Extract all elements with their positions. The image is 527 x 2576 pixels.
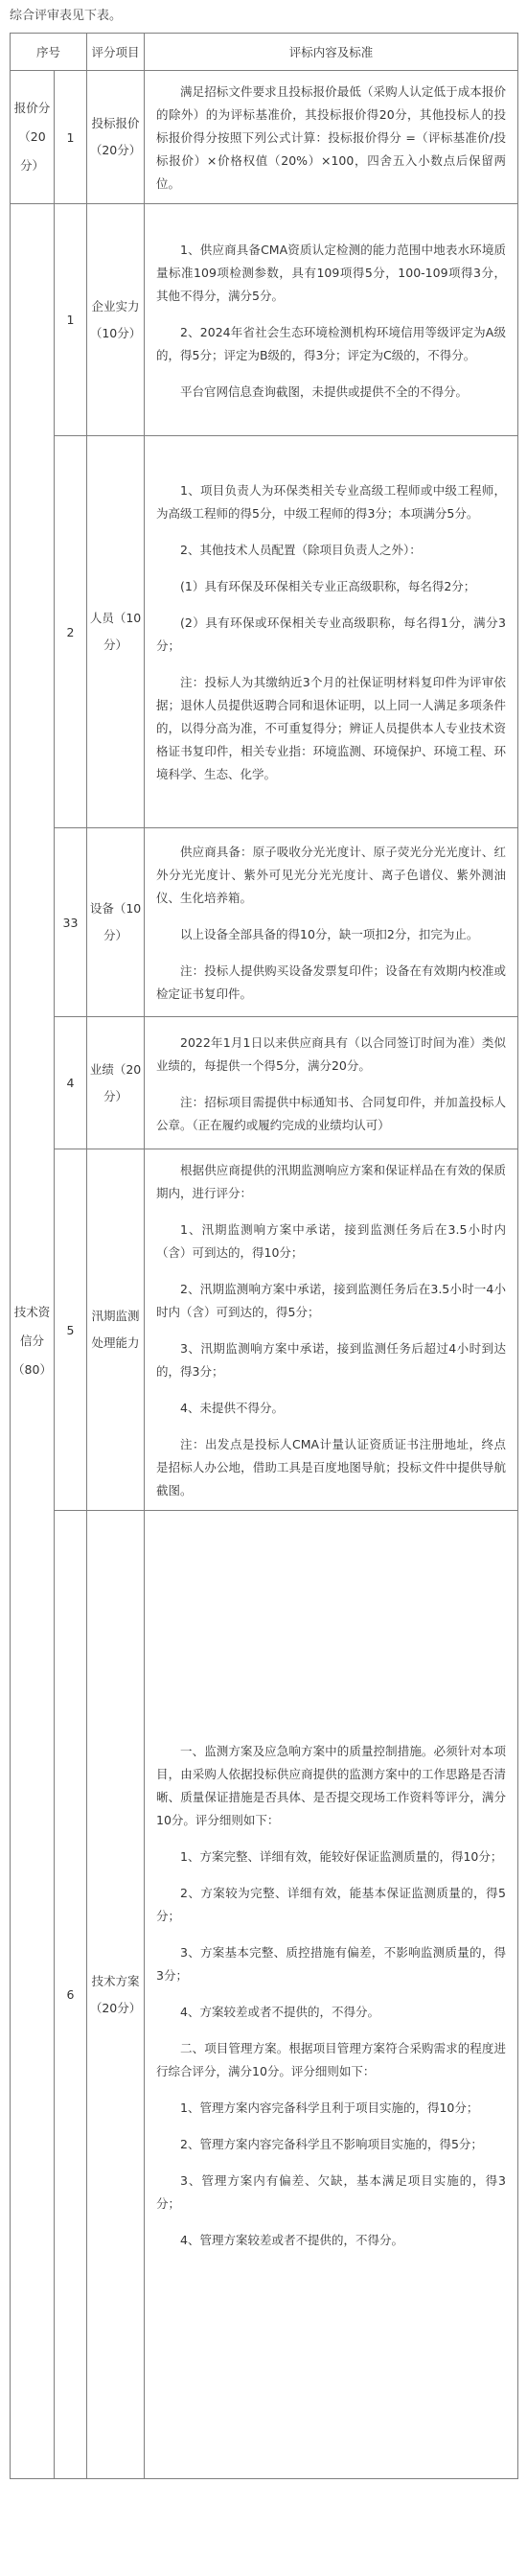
criteria-paragraph: 3、方案基本完整、质控措施有偏差，不影响监测质量的，得3分； <box>156 1944 507 1983</box>
row-number: 5 <box>55 1149 87 1511</box>
criteria-paragraph: 1、汛期监测响方案中承诺，接到监测任务后在3.5小时内（含）可到达的，得10分； <box>156 1222 507 1260</box>
criteria-paragraph: 根据供应商提供的汛期监测响应方案和保证样品在有效的保质期内，进行评分： <box>156 1163 507 1200</box>
criteria-paragraph: 2、汛期监测响方案中承诺，接到监测任务后在3.5小时一4小时内（含）可到达的，得5分； <box>156 1282 507 1319</box>
table-row <box>11 204 518 436</box>
item-name: 企业实力（10分） <box>87 204 145 436</box>
criteria <box>145 1511 518 2479</box>
criteria <box>145 71 518 204</box>
criteria-paragraph: 2、其他技术人员配置（除项目负责人之外）： <box>180 543 422 557</box>
row-number: 1 <box>55 204 87 436</box>
table-row <box>11 71 518 204</box>
row-number: 6 <box>55 1511 87 2479</box>
item-name: 人员（10分） <box>87 436 145 828</box>
criteria-paragraph: 注：招标项目需提供中标通知书、合同复印件，并加盖投标人公章。（正在履约或履约完成的业绩均认可） <box>156 1094 507 1132</box>
criteria <box>145 436 518 828</box>
item-name: 汛期监测处理能力 <box>87 1149 145 1511</box>
table-row <box>11 828 518 1017</box>
intro-text: 综合评审表见下表。 <box>10 9 123 23</box>
row-number: 2 <box>55 436 87 828</box>
criteria-paragraph: 满足招标文件要求且投标报价最低（采购人认定低于成本报价的除外）的为评标基准价，其投标报价得20分，其他投标人的投标报价得分按照下列公式计算：投标报价得分 =（评标基准价/投标报价）×价格权值（20%）×100，四舍五入小数点后保留两位。 <box>156 84 507 191</box>
table-row <box>11 436 518 828</box>
criteria <box>145 204 518 436</box>
criteria-paragraph: 二、项目管理方案。根据项目管理方案符合采购需求的程度进行综合评分，满分10分。评分细则如下： <box>156 2040 507 2078</box>
criteria-paragraph: (2）具有环保或环保相关专业高级职称，每名得1分，满分3分； <box>156 615 507 653</box>
criteria-paragraph: 4、管理方案较差或者不提供的，不得分。 <box>180 2232 403 2247</box>
criteria-paragraph: 2、管理方案内容完备科学且不影响项目实施的，得5分； <box>180 2136 483 2151</box>
header-standard: 评标内容及标准 <box>145 34 518 71</box>
criteria-paragraph: 注：投标人为其缴纳近3个月的社保证明材料复印件为评审依据；退休人员提供返聘合同和退休证明，以上同一人满足多项条件的，以得分高为准，不可重复得分；辨证人员提供本人专业技术资格证书复印件，相关专业指：环境监测、环境保护、环境工程、环境科学、生态、化学。 <box>156 675 507 781</box>
criteria-paragraph: 2、2024年省社会生态环境检测机构环境信用等级评定为A级的，得5分；评定为B级的，得3分；评定为C级的，不得分。 <box>156 324 507 362</box>
criteria-paragraph: 注：投标人提供购买设备发票复印件；设备在有效期内校准或检定证书复印件。 <box>156 963 507 1001</box>
header-row <box>11 34 518 71</box>
category-price: 报价分（20分） <box>11 71 55 204</box>
row-number: 1 <box>55 71 87 204</box>
criteria-paragraph: 平台官网信息查询截图，未提供或提供不全的不得分。 <box>180 383 469 399</box>
criteria-paragraph: 1、供应商具备CMA资质认定检测的能力范围中地表水环境质量标准109项检测参数，具有109项得5分，100-109项得3分，其他不得分，满分5分。 <box>156 242 507 303</box>
criteria-paragraph: 1、项目负责人为环保类相关专业高级工程师或中级工程师，为高级工程师的得5分，中级工程师的得3分；本项满分5分。 <box>156 483 507 521</box>
criteria-paragraph: 4、未提供不得分。 <box>180 1401 284 1415</box>
row-number: 4 <box>55 1017 87 1149</box>
criteria <box>145 828 518 1017</box>
criteria-paragraph: 以上设备全部具备的得10分，缺一项扣2分，扣完为止。 <box>180 927 479 941</box>
table-row <box>11 1017 518 1149</box>
criteria <box>145 1017 518 1149</box>
criteria-paragraph: 4、方案较差或者不提供的，不得分。 <box>180 2004 379 2019</box>
criteria-paragraph: 3、管理方案内有偏差、欠缺，基本满足项目实施的，得3分； <box>156 2172 507 2211</box>
criteria-paragraph: 2、方案较为完整、详细有效，能基本保证监测质量的，得5分； <box>156 1885 507 1923</box>
criteria-paragraph: (1）具有环保及环保相关专业正高级职称，每名得2分； <box>180 579 476 593</box>
criteria-paragraph: 2022年1月1日以来供应商具有（以合同签订时间为准）类似业绩的，每提供一个得5分，满分20分。 <box>156 1034 507 1073</box>
criteria-paragraph: 一、监测方案及应急响方案中的质量控制措施。必须针对本项目，由采购人依据投标供应商提供的监测方案中的工作思路是否清晰、质量保证措施是否具体、是否提交现场工作资料等评分，满分10分。评分细则如下： <box>156 1743 507 1827</box>
item-name: 技术方案（20分） <box>87 1511 145 2479</box>
item-name: 业绩（20分） <box>87 1017 145 1149</box>
criteria-paragraph: 1、管理方案内容完备科学且利于项目实施的，得10分； <box>180 2100 479 2115</box>
criteria-paragraph: 1、方案完整、详细有效，能较好保证监测质量的，得10分； <box>180 1848 503 1864</box>
item-name: 投标报价（20分） <box>87 71 145 204</box>
criteria-paragraph: 注：出发点是投标人CMA计量认证资质证书注册地址，终点是招标人办公地，借助工具是百度地图导航；投标文件中提供导航截图。 <box>156 1437 507 1497</box>
criteria <box>145 1149 518 1511</box>
item-name: 设备（10分） <box>87 828 145 1017</box>
criteria-paragraph: 3、汛期监测响方案中承诺，接到监测任务后超过4小时到达的，得3分； <box>156 1341 507 1379</box>
scoring-table <box>10 33 518 2479</box>
criteria-paragraph: 供应商具备：原子吸收分光光度计、原子荧光分光光度计、红外分光光度计、紫外可见光分光光度计、离子色谱仪、紫外测油仪、生化培养箱。 <box>156 845 507 905</box>
table-row <box>11 1511 518 2479</box>
header-item: 评分项目 <box>87 34 145 71</box>
table-row <box>11 1149 518 1511</box>
category-technical: 技术资信分（80） <box>11 204 55 2479</box>
row-number: 33 <box>55 828 87 1017</box>
header-seq: 序号 <box>11 34 87 71</box>
